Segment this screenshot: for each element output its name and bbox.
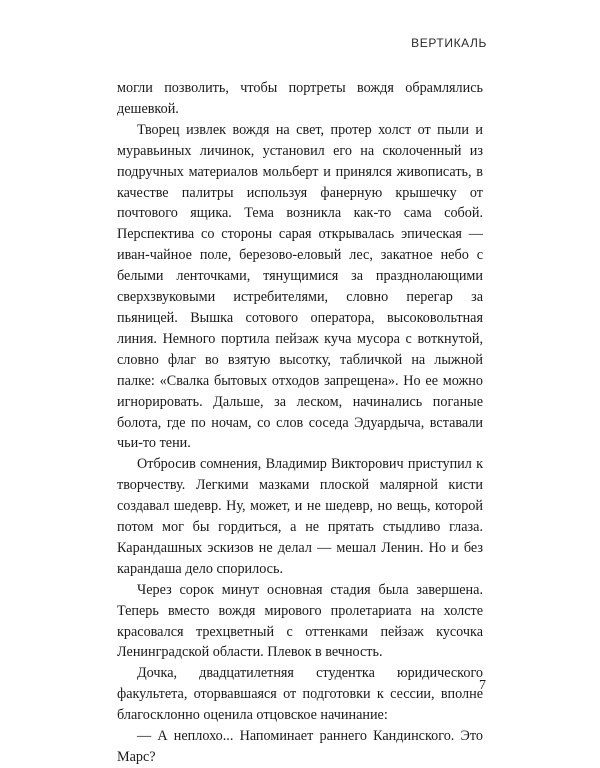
paragraph: могли позволить, чтобы портреты вождя обрамлялись дешевкой. xyxy=(117,80,483,117)
paragraph: Дочка, двадцатилетняя студентка юридического факультета, оторвавшаяся от подготовки к сессии, вполне благосклонно оценила отцовское начинание: xyxy=(117,665,483,724)
page-number: 7 xyxy=(479,678,486,693)
paragraph: Творец извлек вождя на свет, протер холст от пыли и муравьиных личинок, установил его на сколоченный из подручных материалов мольберт и принялся живописать, в качестве палитры используя фанерную крышечку от почтового ящика. Тема возникла как-то сама собой. Перспектива со стороны сарая открывалась эпическая — иван-чайное поле, березово-еловый лес, закатное небо с белыми ленточками, тянущимися за празднолающими сверхзвуковыми истребителями, словно перегар за пьяницей. Вышка сотового оператора, высоковольтная линия. Немного портила пейзаж куча мусора с воткнутой, словно флаг во взятую высотку, табличкой на лыжной палке: «Свалка бытовых отходов запрещена». Но ее можно игнорировать. Дальше, за леском, начинались поганые болота, где по ночам, со слов соседа Эдуардыча, вставали чьи-то тени. xyxy=(117,121,483,452)
paragraph: Отбросив сомнения, Владимир Викторович приступил к творчеству. Легкими мазками плоской малярной кисти создавал шедевр. Ну, может, и не шедевр, но вещь, которой потом мог бы гордиться, а не прятать стыдливо глаза. Карандашных эскизов не делал — мешал Ленин. Но и без карандаша дело спорилось. xyxy=(117,456,483,577)
running-header: ВЕРТИКАЛЬ xyxy=(411,36,487,50)
paragraph: Через сорок минут основная стадия была завершена. Теперь вместо вождя мирового пролетариата на холсте красовался трехцветный с оттенками пейзаж кусочка Ленинградской области. Плевок в вечность. xyxy=(117,581,483,661)
paragraph: — А неплохо... Напоминает раннего Кандинского. Это Марс? xyxy=(117,728,483,765)
body-text xyxy=(117,78,483,768)
